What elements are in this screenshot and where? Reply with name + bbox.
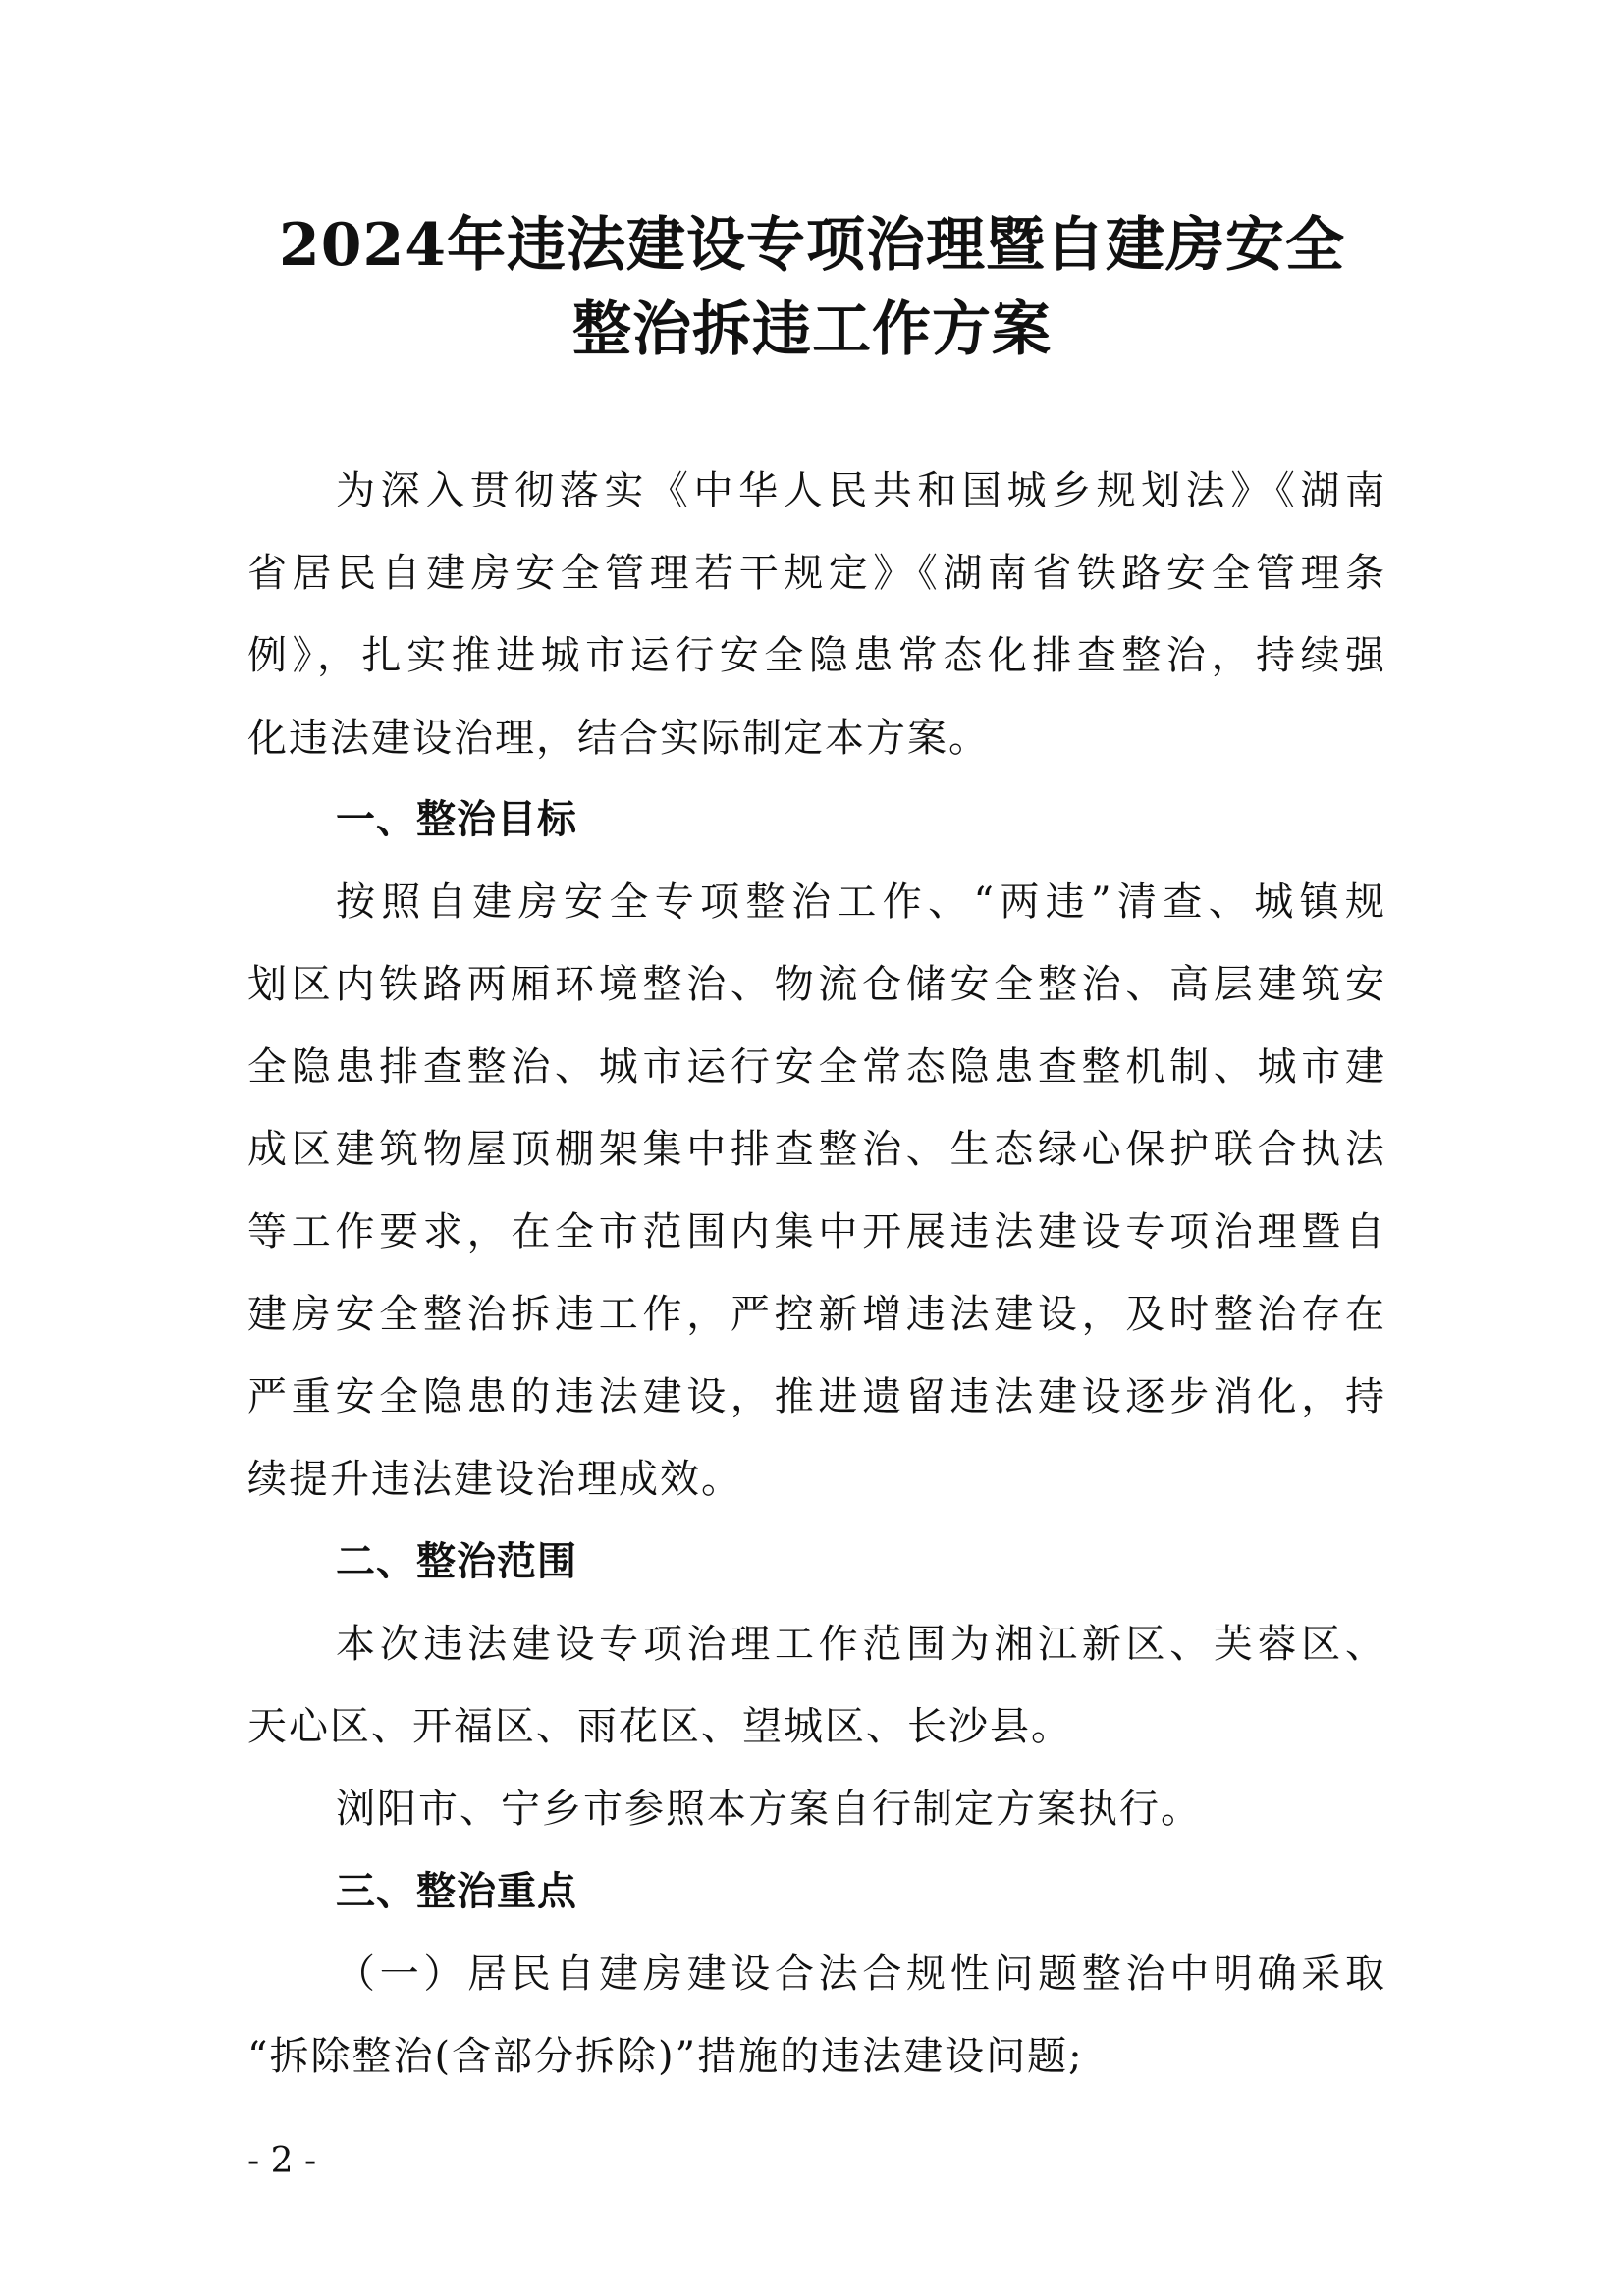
section-heading-scope: 二、整治范围 xyxy=(336,1539,577,1584)
section1-line: 等工作要求，在全市范围内集中开展违法建设专项治理暨自 xyxy=(247,1209,1386,1255)
section1-line: 建房安全整治拆违工作，严控新增违法建设，及时整治存在 xyxy=(247,1292,1386,1337)
section2-line: 天心区、开福区、雨花区、望城区、长沙县。 xyxy=(247,1704,1072,1749)
intro-line: 化违法建设治理，结合实际制定本方案。 xyxy=(247,716,990,761)
intro-line: 省居民自建房安全管理若干规定》《湖南省铁路安全管理条 xyxy=(247,551,1386,596)
document-title-line-1: 2024年违法建设专项治理暨自建房安全 xyxy=(279,211,1345,280)
section1-line: 严重安全隐患的违法建设，推进遗留违法建设逐步消化，持 xyxy=(247,1374,1386,1419)
section2-line: 本次违法建设专项治理工作范围为湘江新区、芙蓉区、 xyxy=(336,1622,1386,1667)
intro-line: 为深入贯彻落实《中华人民共和国城乡规划法》《湖南 xyxy=(336,468,1386,513)
section2-line: 浏阳市、宁乡市参照本方案自行制定方案执行。 xyxy=(336,1787,1202,1832)
section1-line: 续提升违法建设治理成效。 xyxy=(247,1457,742,1502)
intro-line: 例》，扎实推进城市运行安全隐患常态化排查整治，持续强 xyxy=(247,633,1386,678)
page-number: - 2 - xyxy=(247,2141,317,2181)
section1-line: 划区内铁路两厢环境整治、物流仓储安全整治、高层建筑安 xyxy=(247,962,1386,1007)
section-heading-goals: 一、整治目标 xyxy=(336,797,577,842)
section-heading-focus: 三、整治重点 xyxy=(336,1869,577,1914)
section1-line: 全隐患排查整治、城市运行安全常态隐患查整机制、城市建 xyxy=(247,1044,1386,1090)
section1-line: 按照自建房安全专项整治工作、“两违”清查、城镇规 xyxy=(336,880,1386,925)
document-title-line-2: 整治拆违工作方案 xyxy=(572,295,1052,364)
section1-line: 成区建筑物屋顶棚架集中排查整治、生态绿心保护联合执法 xyxy=(247,1127,1386,1172)
section3-line: （一）居民自建房建设合法合规性问题整治中明确采取 xyxy=(336,1951,1386,1997)
section3-line: “拆除整治(含部分拆除)”措施的违法建设问题; xyxy=(247,2034,1084,2079)
